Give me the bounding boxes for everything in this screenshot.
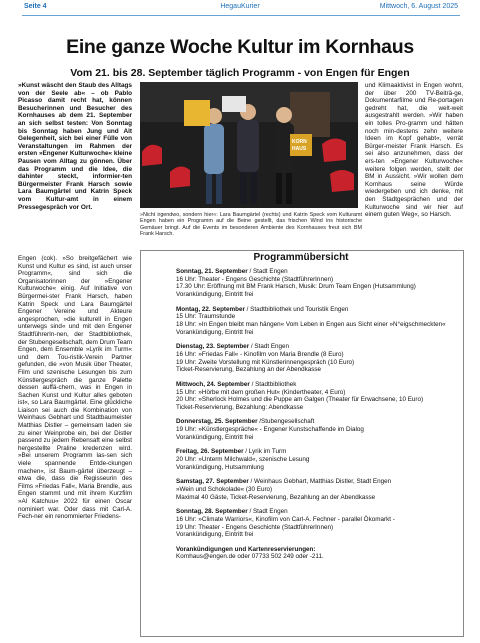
program-day xyxy=(176,268,466,299)
article-body-column-1: Engen (cok). »So breitgefächert wie Kunst und Kultur es sind, ist auch unser Programm«, sind sich die Organisatorinnen der »Engener Kulturwoche« einig. Auf Initiative von Bürgermei-ster Frank Harsch, haben Katrin Speck und Lara Baumgärtel Engener Vereine und Akteure angesprochen, »die kulturell in Engen unterwegs sind« und mit den Engener StadtführerIn-nen, der Stadtbibliothek, der Stubengesellschaft, dem Drum Team Engen, dem Ensemble »Lyrik im Turm« und dem Tou-ristik-Verein Partner gefunden, die »von Musik über Theater, Film und szenische Lesungen bis zum Künstlergespräch die ganze Palette dessen auffä-chern, was in Engen in Sachen Kunst und Kultur alles geboten ist«, so Lara Baumgärtel. Eine glückliche Liaison sei auch die Kombination von Weinhaus Gebhart und Stadtbaumeister Matthias Distler – gemeinsam laden sie zu einer Weinprobe ein, bei der Distler passend zu jedem Rebensaft eine selbst hergestellte Praline kredenzen wird. »Bei unserem Programm las-sen sich viele spannende Entde-ckungen machen«, ist Baum-gärtel überzeugt – etwa die, dass die Regisseurin des Films »Friedas Fall«, Maria Brendle, aus Engen stammt und mit ihrem Kurzfilm »Al Katchuu« 2022 für einen Oscar nominiert war. Oder dass mit Carl-A. Fech-ner ein renommierter Friedens- xyxy=(18,255,132,521)
program-entry: 20 Uhr: »Sherlock Holmes und die Puppe am Galgen (Theater für Erwachsene, 10 Euro) xyxy=(176,396,424,404)
program-day-location: / Stadt Engen xyxy=(247,268,288,275)
program-day-location: /Stubengesellschaft xyxy=(257,418,315,426)
program-entry: 17.30 Uhr: Eröffnung mit BM Frank Harsch, Musik: Drum Team Engen (Hutsammlung) xyxy=(176,283,416,291)
article-photo xyxy=(140,82,358,208)
white-sign xyxy=(222,96,246,112)
program-day-date: Mittwoch, 24. September xyxy=(176,380,250,388)
program-day-title xyxy=(176,343,466,351)
program-title: Programmübersicht xyxy=(253,252,349,263)
program-entry: 15 Uhr: »Hörbe mit dem großen Hut« (Kindertheater, 4 Euro) xyxy=(176,388,346,396)
program-day-date: Dienstag, 23. September xyxy=(176,343,250,351)
photo-caption: »Nicht irgendwo, sondern hier«: Lara Baumgärtel (rechts) und Katrin Speck vom Kulturamt Engen haben ein Programm auf die Beine gestellt, das frischen Wind ins historische Gemäuer bringt. Auf die Events im besonderen Ambiente des Kornhauses freut sich BM Frank Harsch. xyxy=(140,212,362,238)
program-entry: Vorankündigung, Eintritt frei xyxy=(176,433,254,441)
program-entry: Vorankündigung, Eintritt frei xyxy=(176,291,254,299)
program-day-date: Sonntag, 21. September xyxy=(176,268,248,275)
program-entry: »Wein und Schokolade« (30 Euro) xyxy=(176,485,273,493)
program-entry: 19 Uhr: Zweite Vorstellung mit Künstlerinnengespräch (10 Euro) xyxy=(176,358,355,366)
program-day-date: Montag, 22. September xyxy=(176,305,245,313)
program-day xyxy=(176,381,466,412)
program-day-title xyxy=(176,381,466,389)
kornhaus-sign-text-2: HAUS xyxy=(292,146,307,152)
issue-date: Mittwoch, 6. August 2025 xyxy=(379,3,458,10)
article-body-column-3: und Klimaaktivist in Engen wohnt, der über 200 TV-Beiträ-ge, Dokumentarfilme und Re-portagen gedreht hat, die welt-weit ausgestrahlt werden. »Wir haben ein tolles Pro-gramm und hätten noch min-destens zehn weitere Ideen im Kopf gehabt«, verrät Bürger-meister Frank Harsch. Es sei also anzunehmen, dass der ers-ten »Engener Kulturwoche« weitere folgen werden, stellt der BM in Aussicht. »Wir wollen dem Kornhaus seine Würde wiedergeben und ich denke, mit den Stadtgesprächen und der Kulturwoche sind wir hier auf einem guten Weg«, so Harsch. xyxy=(365,82,463,219)
newspaper-name: HegauKurier xyxy=(220,3,260,10)
program-day-location: / Stadtbibliothek xyxy=(249,380,297,388)
program-entry: 20 Uhr: »Unterm Milchwald«, szenische Lesung xyxy=(176,456,310,464)
kornhaus-sign-text: KORN xyxy=(292,139,307,145)
program-day-location: / Stadt Engen xyxy=(247,508,288,516)
program-day-date: Sonntag, 28. September xyxy=(176,508,248,516)
article-subheadline: Vom 21. bis 28. September täglich Programm - von Engen für Engen xyxy=(70,67,410,79)
yellow-sign xyxy=(184,100,210,126)
program-day-location: / Stadt Engen xyxy=(249,343,290,351)
program-day-title xyxy=(176,306,466,314)
program-entry: Vorankündigung, Eintritt frei xyxy=(176,328,254,336)
program-day-date: Vorankündigungen und Kartenreservierungen: xyxy=(176,545,316,553)
program-entry: Kornhaus@engen.de oder 07733 502 249 oder -211. xyxy=(176,553,324,561)
program-list xyxy=(176,268,466,568)
program-entry: Vorankündigung, Hutsammlung xyxy=(176,463,264,471)
program-day-title xyxy=(176,546,466,554)
program-day xyxy=(176,478,466,501)
program-day-location: / Lyrik im Turm xyxy=(243,448,287,456)
program-day xyxy=(176,418,466,441)
program-day-title xyxy=(176,448,466,456)
program-entry: 16 Uhr: »Climate Warriors«, Kinofilm von Carl-A. Fechner - parallel Ökomarkt - xyxy=(176,515,395,523)
article-intro: »Kunst wäscht den Staub des Alltags von der Seele ab« – ob Pablo Picasso damit recht hat, können Besucherinnen und Besucher des Kornhauses ab dem 21. September an sich selbst testen: Von Sonntag bis Sonntag haben Jung und Alt Gelegenheit, sich bei einer Fülle von Veranstaltungen im Rahmen der ersten »Engener Kulturwoche« kleine Pausen vom Alltag zu gönnen. Über das Programm und die Idee, die dahinter steckt, informier-ten Bürgermeister Frank Harsch sowie Lara Baumgärtel und Katrin Speck vom Kultur-amt in einem Pressegespräch vor Ort. xyxy=(18,82,133,211)
page-number: Seite 4 xyxy=(24,3,47,10)
program-entry: 19 Uhr: »Künstlergespräche« - Engener Kunstschaffende im Dialog xyxy=(176,426,364,434)
program-entry: Vorankündigung, Eintritt frei xyxy=(176,531,254,539)
program-entry: Ticket-Reservierung, Bezahlung an der Abendkasse xyxy=(176,366,322,374)
program-day-title xyxy=(176,508,466,516)
program-entry: 16 Uhr: Theater - Engens Geschichte (StadtführerInnen) xyxy=(176,275,334,283)
program-entry: Ticket-Reservierung, Bezahlung: Abendkasse xyxy=(176,403,304,411)
program-entry: 16 Uhr: »Friedas Fall« - Kinofilm von Maria Brendle (8 Euro) xyxy=(176,350,344,358)
program-day-location: / Weinhaus Gebhart, Matthias Distler, Stadt Engen xyxy=(248,478,392,486)
program-day-date: Freitag, 26. September xyxy=(176,448,244,456)
program-day-date: Samstag, 27. September xyxy=(176,478,249,486)
program-day-location: / Stadtbibliothek und Touristik Engen xyxy=(244,305,349,313)
program-day xyxy=(176,508,466,539)
program-entry: 15 Uhr: Traumstunde xyxy=(176,313,236,321)
program-entry: Maximal 40 Gäste, Ticket-Reservierung, Bezahlung an der Abendkasse xyxy=(176,493,376,501)
program-day-title xyxy=(176,268,466,276)
program-day-title xyxy=(176,478,466,486)
program-day xyxy=(176,448,466,471)
program-entry: 19 Uhr: Theater - Engens Geschichte (StadtführerInnen) xyxy=(176,523,334,531)
program-day-date: Donnerstag, 25. September xyxy=(176,418,258,426)
program-day xyxy=(176,546,466,561)
program-entry: 18 Uhr: »In Engen bleibt man hängen« Vom Leben in Engen aus Sicht einer »N°eigschmeckten« xyxy=(176,321,446,329)
kornhaus-sign xyxy=(290,134,312,156)
article-headline: Eine ganze Woche Kultur im Kornhaus xyxy=(66,36,414,58)
header-rule xyxy=(22,15,460,16)
photo-illustration xyxy=(140,82,358,208)
program-day-title xyxy=(176,418,466,426)
program-day xyxy=(176,306,466,337)
program-day xyxy=(176,343,466,374)
